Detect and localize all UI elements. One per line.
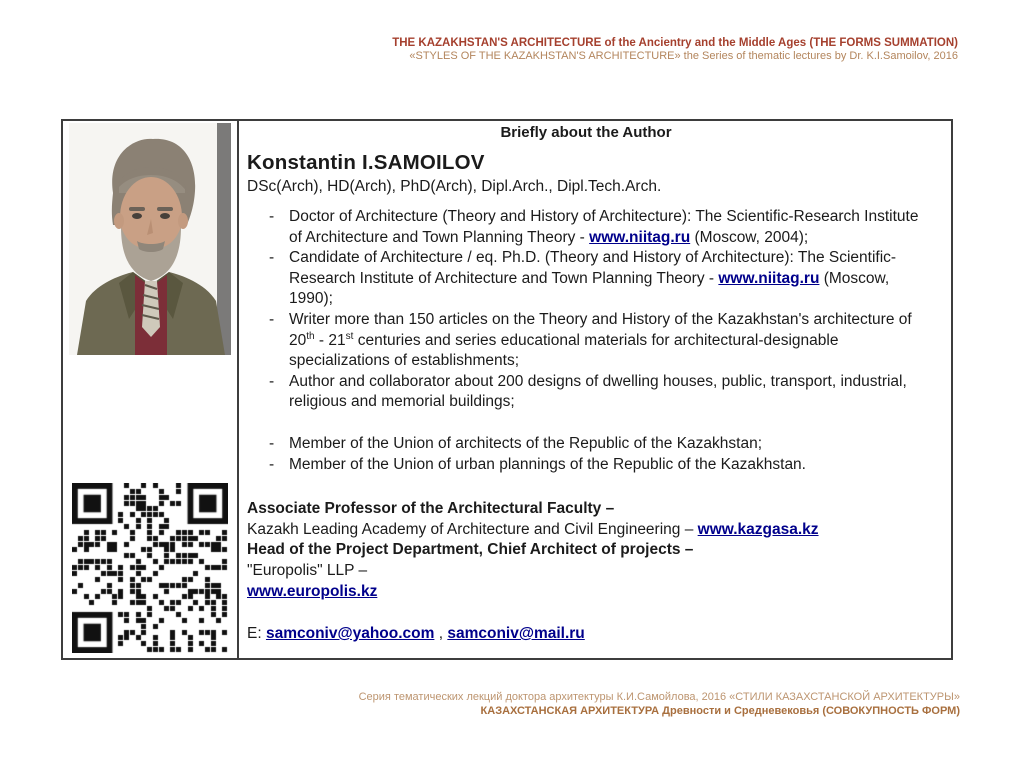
author-name: Konstantin I.SAMOILOV — [247, 151, 485, 174]
affiliation-line — [247, 499, 925, 520]
bold-text: Head of the Project Department, Chief Architect of projects – — [247, 541, 694, 559]
slide-header — [392, 37, 958, 63]
hyperlink[interactable]: samconiv@yahoo.com — [265, 625, 435, 643]
membership-bullet-list — [247, 434, 925, 475]
header-line-2: «STYLES OF THE KAZAKHSTAN'S ARCHITECTURE» the Series of thematic lectures by Dr. K.I.Samoilov, 2016 — [409, 50, 958, 62]
author-portrait-photo — [69, 123, 231, 355]
affiliation-line: "Europolis" LLP – — [247, 561, 368, 579]
author-card-body — [239, 121, 951, 658]
footer-line-2: КАЗАХСТАНСКАЯ АРХИТЕКТУРА Древности и Средневековья (СОВОКУПНОСТЬ ФОРМ) — [480, 704, 960, 717]
qr-code — [69, 480, 231, 656]
superscript: th — [306, 330, 315, 342]
affiliation-line — [247, 582, 925, 603]
affiliation-list — [247, 499, 925, 602]
bio-bullet: - Candidate of Architecture / eq. Ph.D. (Theory and History of Architecture): The Scientific-Research Institute of Architecture and Town Planning Theory - www.niitag.ru (Moscow, 1990); — [247, 248, 925, 310]
email-line: E: samconiv@yahoo.com , samconiv@mail.ru — [247, 625, 585, 643]
author-card — [61, 119, 953, 660]
footer-line-1: Серия тематических лекций доктора архитектуры К.И.Самойлова, 2016 «СТИЛИ КАЗАХСТАНСКОЙ АРХИТЕКТУРЫ» — [358, 691, 960, 703]
slide-footer — [359, 691, 960, 718]
affiliation-line — [247, 540, 925, 561]
bio-bullet: - Author and collaborator about 200 designs of dwelling houses, public, transport, industrial, religious and memorial buildings; — [247, 372, 925, 413]
bold-text: Associate Professor of the Architectural Faculty – — [247, 500, 615, 518]
hyperlink[interactable]: www.niitag.ru — [718, 269, 820, 287]
bio-bullet: - Doctor of Architecture (Theory and History of Architecture): The Scientific-Research Institute of Architecture and Town Planning Theory - www.niitag.ru (Moscow, 2004); — [247, 207, 925, 248]
affiliation-line: Kazakh Leading Academy of Architecture and Civil Engineering – www.kazgasa.kz — [247, 520, 819, 538]
header-line-1: THE KAZAKHSTAN'S ARCHITECTURE of the Ancientry and the Middle Ages (THE FORMS SUMMATION) — [392, 37, 958, 49]
hyperlink[interactable]: samconiv@mail.ru — [447, 625, 585, 643]
hyperlink[interactable]: www.europolis.kz — [247, 582, 378, 600]
hyperlink[interactable]: www.niitag.ru — [589, 228, 691, 246]
qr-code-image — [72, 483, 228, 653]
bio-bullet-list — [247, 207, 925, 413]
membership-bullet: - Member of the Union of urban plannings of the Republic of the Kazakhstan. — [247, 455, 925, 476]
bio-bullet: - Writer more than 150 articles on the Theory and History of the Kazakhstan's architecture of 20th - 21st centuries and series educational materials for architectural-designable specializations of establishments; — [247, 310, 925, 372]
superscript: st — [345, 330, 354, 342]
author-credentials: DSc(Arch), HD(Arch), PhD(Arch), Dipl.Arch., Dipl.Tech.Arch. — [247, 178, 662, 195]
membership-bullet: - Member of the Union of architects of the Republic of the Kazakhstan; — [247, 434, 925, 455]
author-card-left-column — [63, 121, 239, 658]
hyperlink[interactable]: www.kazgasa.kz — [697, 520, 819, 538]
card-title: Briefly about the Author — [500, 124, 672, 141]
